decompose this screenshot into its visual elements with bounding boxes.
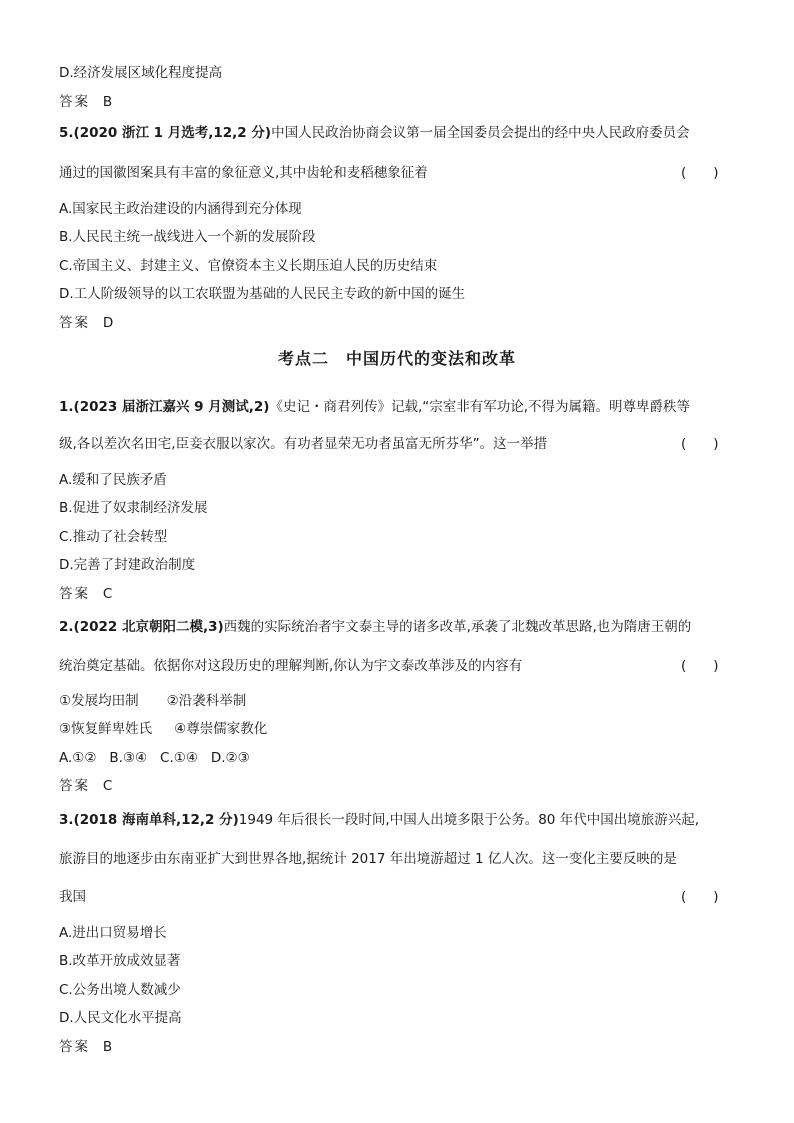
- question-source: 3.(2018 海南单科,12,2 分): [59, 812, 239, 828]
- answer-line: [59, 1037, 112, 1057]
- answer-label: 答案: [59, 778, 90, 794]
- option-c: C.帝国主义、封建主义、官僚资本主义长期压迫人民的历史结束: [59, 258, 438, 274]
- question-text: 西魏的实际统治者宇文泰主导的诸多改革,承袭了北魏改革思路,也为隋唐王朝的: [223, 619, 692, 635]
- choice-d: D.②③: [210, 750, 250, 766]
- option-b: B.促进了奴隶制经济发展: [59, 500, 208, 516]
- option-c: C.公务出境人数减少: [59, 982, 181, 998]
- answer-value: B: [102, 1039, 113, 1055]
- statement-item: ④尊崇儒家教化: [174, 721, 268, 737]
- option-a: A.进出口贸易增长: [59, 925, 167, 941]
- answer-value: B: [102, 94, 113, 110]
- option-d: D.工人阶级领导的以工农联盟为基础的人民民主专政的新中国的诞生: [59, 286, 466, 302]
- question-2-stem-line1: [59, 617, 691, 637]
- option-c: C.推动了社会转型: [59, 529, 168, 545]
- answer-line: [59, 584, 112, 604]
- question-3-stem-line3: 我国: [59, 889, 86, 905]
- question-5-stem-line2: 通过的国徽图案具有丰富的象征意义,其中齿轮和麦稻穗象征着: [59, 165, 428, 181]
- question-text: 中国人民政治协商会议第一届全国委员会提出的经中央人民政府委员会: [271, 125, 690, 141]
- question-1-stem-line2: 级,各以差次名田宅,臣妾衣服以家次。有功者显荣无功者虽富无所芬华”。这一举措: [59, 436, 548, 452]
- answer-value: D: [102, 315, 114, 331]
- statement-row: [59, 691, 246, 711]
- question-source: 2.(2022 北京朝阳二模,3): [59, 619, 224, 635]
- answer-label: 答案: [59, 586, 90, 602]
- option-b: B.人民民主统一战线进入一个新的发展阶段: [59, 229, 316, 245]
- answer-paren: ( ): [681, 889, 719, 905]
- question-source: 1.(2023 届浙江嘉兴 9 月测试,2): [59, 399, 270, 415]
- statement-item: ①发展均田制: [59, 693, 139, 709]
- answer-label: 答案: [59, 94, 90, 110]
- answer-line: [59, 92, 112, 112]
- answer-paren: ( ): [681, 436, 719, 452]
- option-d: D.经济发展区域化程度提高: [59, 65, 223, 81]
- question-text: 《史记・商君列传》记载,“宗室非有军功论,不得为属籍。明尊卑爵秩等: [269, 399, 691, 415]
- statement-item: ②沿袭科举制: [166, 693, 247, 709]
- answer-line: [59, 313, 113, 333]
- question-5-stem-line1: [59, 123, 690, 143]
- option-a: A.缓和了民族矛盾: [59, 472, 167, 488]
- choice-c: C.①④: [160, 750, 198, 766]
- question-source: 5.(2020 浙江 1 月选考,12,2 分): [59, 125, 272, 141]
- question-3-stem-line1: [59, 810, 699, 830]
- question-2-stem-line2: 统治奠定基础。依据你对这段历史的理解判断,你认为宇文泰改革涉及的内容有: [59, 658, 523, 674]
- answer-paren: ( ): [681, 658, 719, 674]
- question-3-stem-line2: 旅游目的地逐步由东南亚扩大到世界各地,据统计 2017 年出境游超过 1 亿人次。这一变化主要反映的是: [59, 851, 677, 867]
- answer-label: 答案: [59, 1039, 90, 1055]
- answer-line: [59, 776, 112, 796]
- question-1-stem-line1: [59, 397, 690, 417]
- choices-row: [59, 748, 250, 768]
- statement-item: ③恢复鲜卑姓氏: [59, 721, 153, 737]
- option-a: A.国家民主政治建设的内涵得到充分体现: [59, 201, 302, 217]
- choice-a: A.①②: [59, 750, 97, 766]
- choice-b: B.③④: [109, 750, 148, 766]
- answer-label: 答案: [59, 315, 90, 331]
- question-text: 1949 年后很长一段时间,中国人出境多限于公务。80 年代中国出境旅游兴起,: [238, 812, 699, 828]
- option-b: B.改革开放成效显著: [59, 953, 181, 969]
- answer-value: C: [102, 586, 113, 602]
- answer-value: C: [102, 778, 113, 794]
- statement-row: [59, 719, 267, 739]
- option-d: D.完善了封建政治制度: [59, 557, 196, 573]
- answer-paren: ( ): [681, 165, 719, 181]
- option-d: D.人民文化水平提高: [59, 1010, 182, 1026]
- section-title: 考点二 中国历代的变法和改革: [277, 349, 516, 368]
